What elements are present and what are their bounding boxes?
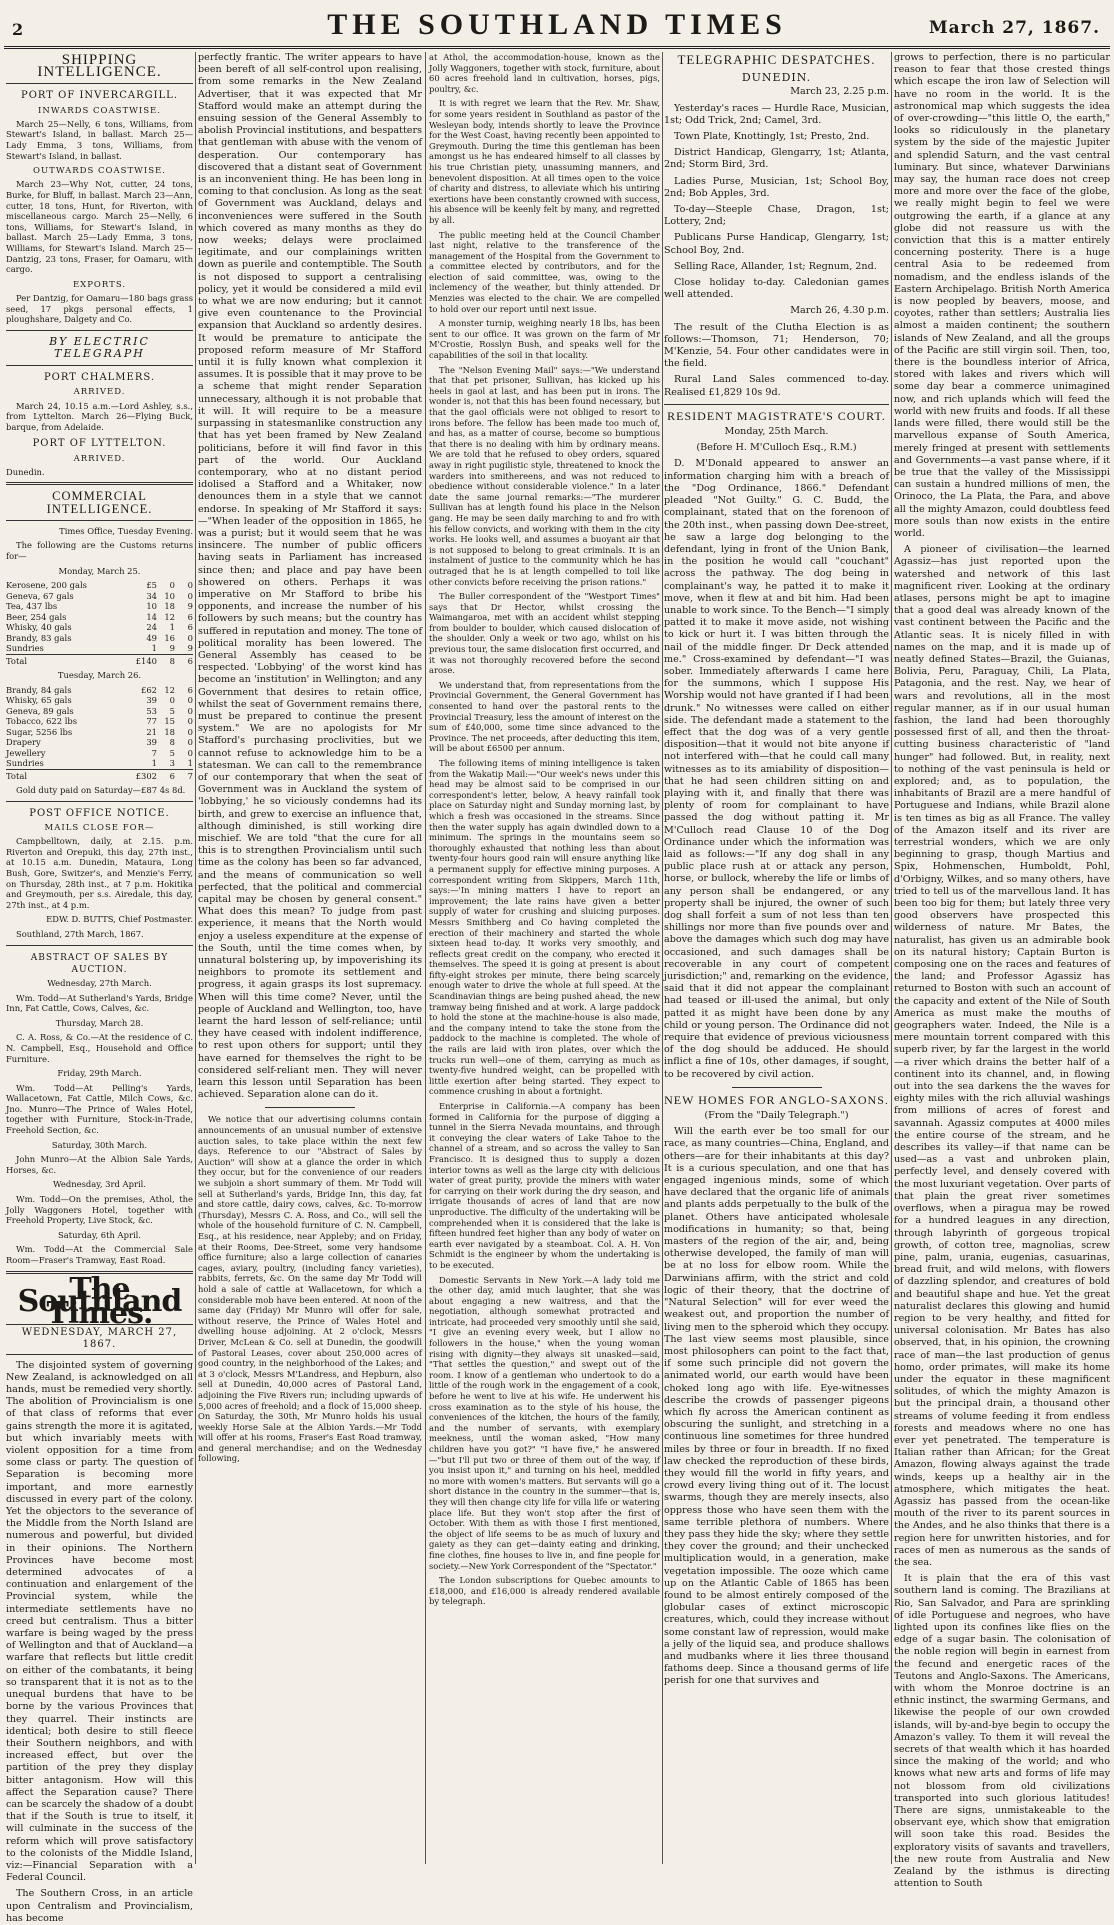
abstract-day: Saturday, 6th April. <box>58 1229 141 1240</box>
race-result: Publicans Purse Handicap, Glengarry, 1st; School Boy, 2nd. <box>664 232 889 256</box>
abstract-entry: Wm. Todd—At Sutherland's Yards, Bridge Inn, Fat Cattle, Cows, Calves, &c. <box>6 992 193 1014</box>
customs-row <box>6 737 193 748</box>
nameplate: The Southland Times. <box>17 1271 182 1331</box>
shipping-heading: SHIPPING INTELLIGENCE. <box>37 52 162 81</box>
post-date: Southland, 27th March, 1867. <box>16 928 144 939</box>
customs-item: Sundries <box>6 758 44 769</box>
customs-pence: 6 <box>187 684 193 695</box>
customs-shillings: 12 <box>164 611 175 622</box>
customs-item: Geneva, 67 gals <box>6 590 74 601</box>
customs-shillings: 18 <box>164 726 175 737</box>
customs-shillings: 8 <box>157 654 175 666</box>
customs-item: Tea, 437 lbs <box>6 601 58 612</box>
customs-row <box>6 758 193 769</box>
customs-shillings: 8 <box>169 737 175 748</box>
customs-shillings: 5 <box>169 705 175 716</box>
race-result: Ladies Purse, Musician, 1st; School Boy, 2nd; Bob Apples, 3rd. <box>664 175 889 199</box>
column-1 <box>6 52 193 1924</box>
customs-item: Total <box>6 654 136 666</box>
subheading: ARRIVED. <box>73 387 126 398</box>
customs-table-monday <box>6 580 193 666</box>
customs-item: Geneva, 89 gals <box>6 705 74 716</box>
election-result: The result of the Clutha Election is as follows:—Thomson, 71; Henderson, 70; M'Kenzie, 54. Four other candidates were in the field. <box>664 321 889 370</box>
customs-item: Kerosene, 200 gals <box>6 580 87 591</box>
race-result: Yesterday's races — Hurdle Race, Musician, 1st; Odd Trick, 2nd; Camel, 3rd. <box>664 102 889 126</box>
customs-pounds: 1 <box>151 758 157 769</box>
customs-pounds: 53 <box>146 705 157 716</box>
divider <box>664 404 889 405</box>
customs-row <box>6 643 193 654</box>
customs-pence: 9 <box>187 601 193 612</box>
customs-item: Beer, 254 gals <box>6 611 67 622</box>
customs-pence: 0 <box>187 726 193 737</box>
land-sales: Rural Land Sales commenced to-day. Realised £1,829 10s 9d. <box>664 374 889 398</box>
divider <box>6 83 193 84</box>
customs-shillings: 1 <box>169 622 175 633</box>
customs-pence: 1 <box>187 758 193 769</box>
telegraphic-heading: TELEGRAPHIC DESPATCHES. <box>677 52 876 67</box>
divider <box>6 482 193 485</box>
subheading: ARRIVED. <box>73 453 126 464</box>
post-text: Campbelltown, daily, at 2.15. p.m. Riverton and Orepuki, this day, 27th inst., at 10.15 a.m. Dunedin, Mataura, Long Bush, Gore, Switzer's, and Menzie's Ferry, on Thursday, 28th inst., at 7 p.m. Hokitika and Greymouth, per s.s. Airedale, this day, 27th inst., at 4 p.m. <box>6 836 193 910</box>
customs-item: Sundries <box>6 643 44 654</box>
customs-row <box>6 716 193 727</box>
article-paragraph: The London subscriptions for Quebec amounts to £18,000, and £16,000 is already rendered available by telegraph. <box>429 1575 660 1607</box>
customs-pounds: £62 <box>141 684 157 695</box>
customs-pence: 0 <box>187 716 193 727</box>
customs-item: Total <box>6 769 136 781</box>
customs-row <box>6 591 193 602</box>
telegraph-flag: BY ELECTRIC TELEGRAPH <box>49 334 150 360</box>
abstract-entry: Wm. Todd—At the Commercial Sale Room—Fraser's Tramway, East Road. <box>6 1244 193 1265</box>
customs-shillings: 0 <box>169 695 175 706</box>
column-rule <box>662 52 663 1864</box>
customs-row <box>6 748 193 759</box>
divider <box>6 945 193 946</box>
abstract-entry: Wm. Todd—On the premises, Athol, the Jolly Waggoners Hotel, together with Freehold Property, Live Stock, &c. <box>6 1194 193 1226</box>
article-paragraph: It is with regret we learn that the Rev. Mr. Shaw, for some years resident in Southland as pastor of the Wesleyan body, intends shortly to leave the Province for the West Coast, having recently been appointed to Greymouth. During the time this gentleman has been amongst us he has endeared himself to all classes by his true Christian piety, unassuming manners, and benevolent disposition. At all times open to the voice of charity and distress, to alleviate which his untiring exertions have been constantly crowned with success, his absence will be keenly felt by many, and regretted by all. <box>429 98 660 225</box>
column-rule <box>891 52 892 1864</box>
article-paragraph: Enterprise in California.—A company has been formed in California for the purpose of digging a tunnel in the Sierra Nevada mountains, and through it conveying the clear waters of Lake Tahoe to the channel of a stream, and so across the valley to San Francisco. It is designed thus to supply a dozen interior towns as well as the large city with delicious water of great purity, provide the miners with water for carrying on their work during the dry season, and irrigate thousands of acres of land that are now unproductive. The difficulty of the undertaking will be comprehended when it is considered that the lake is fifteen hundred feet higher than any body of water on earth ever navigated by a steamboat. Col. A. H. Von Schmidt is the engineer by whom the undertaking is to be executed. <box>429 1101 660 1270</box>
masthead <box>4 6 1110 49</box>
abstract-list <box>6 978 193 1266</box>
customs-item: Tobacco, 622 lbs <box>6 716 78 727</box>
customs-shillings: 3 <box>169 758 175 769</box>
abstract-entry: John Munro—At the Albion Sale Yards, Horses, &c. <box>6 1154 193 1175</box>
divider <box>6 330 193 331</box>
issue-date: WEDNESDAY, MARCH 27, 1867. <box>6 1324 193 1354</box>
abstract-day: Thursday, March 28. <box>55 1017 144 1028</box>
customs-item: Whisky, 40 gals <box>6 622 72 633</box>
court-bench: (Before H. M'Culloch Esq., R.M.) <box>696 442 857 454</box>
customs-pounds: 10 <box>146 601 157 612</box>
dateline: March 23, 2.25 p.m. <box>790 86 889 98</box>
customs-pounds: 77 <box>146 716 157 727</box>
article-paragraph: The "Nelson Evening Mail" says:—"We understand that that pet prisoner, Sullivan, has kicked up his heels in gaol at last, and has been put in irons. The wonder is, not that this has been found necessary, but that the gaol officials were not obliged to resort to irons before. The fellow has been made too much of, and has, as a matter of course, become so bumptious that there is no dealing with him by ordinary means. We are told that he refused to obey orders, squared away in right pugilistic style, threatened to knock the warders into smithereens, and was not reduced to obedience without considerable violence." In a later date the same journal remarks:—"The murderer Sullivan has at length found his place in the Nelson gang. He may be seen daily marching to and fro with his fellow convicts, and working with them in the city works. He looks well, and assumes a buoyant air that is not supposed to belong to great criminals. It is an instalment of justice to the community which he has outraged that he is at length compelled to toil like other convicts before receiving the prison rations." <box>429 364 660 587</box>
article-paragraph: The Buller correspondent of the "Westport Times" says that Dr Hector, whilst crossing the Waimangaroa, met with an accident whilst stepping from boulder to boulder, which caused dislocation of the shoulder. Only a week or two ago, whilst on his previous tour, the same dislocation first occurred, and it was not thoroughly recovered before the second arose. <box>429 591 660 676</box>
divider <box>6 365 193 366</box>
customs-shillings: 18 <box>164 601 175 612</box>
customs-shillings: 12 <box>164 684 175 695</box>
customs-pence: 0 <box>187 737 193 748</box>
race-results <box>664 103 889 302</box>
court-date: Monday, 25th March. <box>724 426 829 438</box>
race-result: Selling Race, Allander, 1st; Regnum, 2nd. <box>674 260 877 272</box>
customs-row <box>6 633 193 644</box>
race-result: District Handicap, Glengarry, 1st; Atlanta, 2nd; Storm Bird, 3rd. <box>664 147 889 171</box>
article-paragraph: The following items of mining intelligence is taken from the Wakatip Mail:—"Our week's news under this head may be almost said to be comprised in our correspondent's letter, below, A heavy rainfall took place on Saturday night and Sunday morning last, by which a fresh was occasioned in the streams. Since then the water supply has again dwindled down to a minimum. The springs in the mountains seem so thoroughly exhausted that nothing less than about twenty-four hours good rain will ensure anything like a permanent supply for effective mining purposes. A correspondent writing from Skippers, March 11th, says:—'In mining matters I have to report an improvement; the late rains have given a better supply of water for crushing and sluicing purposes. Messrs Smithberg and Co having completed the erection of their machinery and started the whole sixteen head to-day. It works very smoothly, and reflects great credit on the company, who erected it themselves. The speed it is going at present is about fifty-eight strokes per minute, there being scarcely enough water to drive the whole at full speed. At the Scandinavian things are being pushed ahead, the new tramway being finished and at work. A large paddock to hold the stone at the machine-house is also made, and the company intend to take the stone from the paddock to the machine is completed. The whole of the rails are laid with iron plates, over which the trucks run well—one of them, carrying as much as twenty-five hundred weight, can be propelled with little exertion after being started. They expect to commence crushing in about a fortnight. <box>429 758 660 1097</box>
race-result: Close holiday to-day. Caledonian games well attended. <box>664 277 889 301</box>
customs-item: Brandy, 84 gals <box>6 684 72 695</box>
office-line: Times Office, Tuesday Evening. <box>59 525 193 536</box>
customs-shillings: 9 <box>169 643 175 654</box>
customs-pounds: £5 <box>146 580 157 591</box>
customs-row <box>6 580 193 591</box>
subheading: EXPORTS. <box>72 279 127 290</box>
article-paragraph: Domestic Servants in New York.—A lady told me the other day, amid much laughter, that she was about engaging a new waitress, and that the negotiation, although somewhat protracted and intricate, had proceeded very smoothly until she said, "I give an evening every week, but I allow no followers in the house," when the young woman rising with dignity—they always sit unasked—said, "That settles the question," and swept out of the room. I know of a gentleman who undertook to do a little of the rough work in the engagement of a cook, before he went to live at his wife. He underwent his cross examination as to the style of his house, the conveniences of the kitchen, the hours of the family, and the number of servants, with exemplary meekness, until the woman asked, "How many children have you got?" "I have five," he answered—"but I'll put two or three of them out of the way, if you insist upon it," and turning on his heel, meddled no more with women's matters. But servants will go a short distance in the country in the summer—that is, they will then change city life for villa life or watering place life. But they won't stop after the first of October. With them as with those I first mentioned, the object of life seems to be as much of luxury and gaiety as they can get—dainty eating and drinking, fine clothes, fine houses to live in, and fine people for society.—New York Correspondent of the "Spectator." <box>429 1274 660 1571</box>
divider <box>732 1087 822 1088</box>
customs-day: Monday, March 25. <box>58 565 141 576</box>
customs-pence: 6 <box>187 611 193 622</box>
customs-shillings: 0 <box>169 580 175 591</box>
customs-item: Whisky, 65 gals <box>6 695 72 706</box>
customs-shillings: 6 <box>157 769 175 781</box>
customs-pence: 9 <box>187 643 193 654</box>
subheading: OUTWARDS COASTWISE. <box>33 166 166 177</box>
port-heading: PORT OF INVERCARGILL. <box>21 90 178 102</box>
column-rule <box>195 52 196 1864</box>
leader-paragraph: The Southern Cross, in an article upon Centralism and Provincialism, has become <box>6 1888 193 1924</box>
customs-pence: 6 <box>187 622 193 633</box>
customs-pence: 0 <box>187 580 193 591</box>
abstract-entry: C. A. Ross, & Co.—At the residence of C. N. Campbell, Esq., Household and Office Furniture. <box>6 1032 193 1064</box>
column-rule <box>425 52 426 1864</box>
divider <box>6 520 193 521</box>
divider <box>265 1107 355 1108</box>
paper-title: THE SOUTHLAND TIMES <box>327 8 787 41</box>
customs-pounds: 7 <box>151 747 157 758</box>
abstract-heading: ABSTRACT OF SALES BY AUCTION. <box>30 952 169 975</box>
post-signature: EDW. D. BUTTS, Chief Postmaster. <box>46 914 193 925</box>
customs-pounds: £302 <box>135 770 157 781</box>
article-paragraph: Will the earth ever be too small for our race, as many countries—China, England, and others—are for their inhabitants at this day? It is a curious speculation, and one that has engaged ingenious minds, some of which have declared that the organic life of animals and plants adds perpetually to the bulk of the planet. Others have anticipated wholesale modifications in humanity; so that, being masters of the region of the air, and, being otherwise developed, the family of man will be at no loss for elbow room. While the Darwinians affirm, with the strict and cold logic of their theory, that the doctrine of "Natural Selection" will for ever weed the weakest out, and proportion the number of living men to the spheroid which they occupy. The last view seems most plausible, since most philosophers can point to the fact that, if some such principle did not govern the animated world, our earth would have been choked long ago with life. Eye-witnesses describe the crowds of passenger pigeons which fly across the American continent as obscuring the sunlight, and stretching in a continuous line sometimes for three hundred miles by three or four in breadth. If no fixed law checked the reproduction of these birds, they would fill the world in fifty years, and crowd every living thing out of it. The locust swarms, though they are merely insects, also oppress those who have seen them with the same terrible plethora of numbers. Where they pass they hide the sky; where they settle they cover the ground; and their unchecked multiplication would, in a generation, make vegetation impossible. The ooze which came up on the Atlantic Cable of 1865 has been found to be almost entirely composed of the globular cases of extinct microscopic creatures, which, could they increase without some constant law of repression, would make a jelly of the liquid sea, and produce shallows and mudbanks where it lies three thousand fathoms deep. Since a thousand germs of life perish for one that survives and <box>664 1126 889 1687</box>
customs-pounds: 14 <box>146 611 157 622</box>
customs-item: Drapery <box>6 737 41 748</box>
abstract-day: Wednesday, 27th March. <box>47 977 152 988</box>
post-heading: POST OFFICE NOTICE. <box>29 807 170 819</box>
commercial-heading: COMMERCIAL INTELLIGENCE. <box>46 489 153 516</box>
customs-row <box>6 727 193 738</box>
shipping-text: March 23—Why Not, cutter, 24 tons, Burke, for Bluff, in ballast. March 23—Ann, cutter, 18 tons, Hunt, for Riverton, with miscellaneous cargo. March 25—Nelly, 6 tons, Williams, for Stewart's Island, in ballast. March 25—Lady Emma, 3 tons, Williams, for Stewart's Island. March 25—Dantzig, 23 tons, Fraser, for Oamaru, with cargo. <box>6 179 193 275</box>
article-paragraph: The public meeting held at the Council Chamber last night, relative to the transference of the management of the Hospital from the Government to a committee elected by contributors, and for the election of said committee, was, owing to the inclemency of the weather, but thinly attended. Dr Menzies was elected to the chair. We are compelled to hold over our report until next issue. <box>429 229 660 314</box>
abstract-day: Friday, 29th March. <box>57 1068 142 1079</box>
customs-pounds: 39 <box>146 737 157 748</box>
column-2 <box>198 52 422 1864</box>
subheading: MAILS CLOSE FOR— <box>44 822 155 833</box>
customs-shillings: 10 <box>164 590 175 601</box>
court-heading: RESIDENT MAGISTRATE'S COURT. <box>667 408 886 423</box>
customs-pence: 6 <box>175 654 193 666</box>
port-heading: PORT CHALMERS. <box>43 372 156 384</box>
customs-row <box>6 706 193 717</box>
article-paragraph: It is plain that the era of this vast southern land is coming. The Brazilians at Rio, San Salvador, and Para are sprinkling of idle Portuguese and negroes, who have lighted upon its confines like flies on the edge of a sugar basin. The colonisation of the noble region will begin in earnest from the fecund and energetic races of the Teutons and Anglo-Saxons. The Americans, with whom the Monroe doctrine is an ethnic instinct, the swarming Germans, and likewise the people of our own crowded islands, will by-and-bye begin to occupy the Amazon's valley. To them it will reveal the secrets of that wealth which it has hoarded since the making of the world; and who knows what new arts and forms of life may not blossom from old civilizations transported into such glorious latitudes! There are signs, unmistakeable to the observant eye, which show that emigration will soon take this road. Besides the exploratory visits of savants and travellers, the new route from Australia and New Zealand by the isthmus is directing attention to South <box>894 1573 1110 1890</box>
shipping-text: March 24, 10.15 a.m.—Lord Ashley, s.s., from Lyttelton. March 26—Flying Buck, barque, from Adelaide. <box>6 400 193 432</box>
customs-row <box>6 612 193 623</box>
abstract-day: Wednesday, 3rd April. <box>53 1179 146 1190</box>
page-number: 2 <box>12 20 24 39</box>
article-paragraph: at Athol, the accommodation-house, known as the Jolly Waggoners, together with stock, furniture, about 60 acres freehold land in cultivation, horses, pigs, poultry, &c. <box>429 52 660 94</box>
article-paragraph: perfectly frantic. The writer appears to have been bereft of all self-control upon realising, from some remarks in the New Zealand Advertiser, that it was expected that Mr Stafford would make an attempt during the ensuing session of the General Assembly to abolish Provincial institutions, and bespatters that gentleman with abuse with the venom of desperation. Our contemporary has discovered that a distant seat of Government is an inconvenient thing. He has been long in coming to that conclusion. As long as the seat of Government was Auckland, delays and inconveniences were suffered in the South which covered as many months as they do now weeks; delays were proclaimed legitimate, and our complainings written down as puerile and contemptible. The South is not disposed to support a centralising policy, yet it would be considered a mild evil to what we are now enduring; but it cannot give even countenance to the Provincial expansion that Auckland so ardently desires. It would be premature to anticipate the proposed reform measure of Mr Stafford until it is fully known what complexion it assumes. It is possible that it may prove to be a scheme that might render Separation unnecessary, although it is not probable that it will. It will require to be a measure surpassing in statesmanlike construction any that has yet been framed by New Zealand politicians, before it will find favor in this part of the world. Our Auckland contemporary, who at no distant period idolised a Stafford and a Whitaker, now denounces them in a style that we cannot endorse. In speaking of Mr Stafford it says:—"When leader of the opposition in 1865, he was a purist; but it would seem that he was insincere. The number of public officers having seats in Parliament has increased since then; and place and pay have been showered on others. Perhaps it was imperative on Mr Stafford to bribe his opponents, and increase the number of his followers by such means; but the country has suffered in reputation and money. The tone of political morality has been lowered. The General Assembly has ceased to be respected. 'Lobbying' of the worst kind has become an 'institution' in Wellington; and any Government that desires to retain office, whilst the seat of Government remains there, must be prepared to continue the present system." We are no apologists for Mr Stafford's purchasing proclivities, but we cannot refuse to acknowledge him to be a statesman. We can call to the remembrance of our contemporary that when the seat of Government was in Auckland the system of 'lobbying,' he so viciously condemns had its birth, and grew to exercise an influence that, although diminished, is still working dire mischief. We are told "that the cure for all this is to strengthen Provincialism until such time as the colony has been so far advanced, and the means of communication so well perfected, that the political and commercial capital may be chosen by general consent." What does this mean? To judge from past experience, it means that the North would enjoy a useless expenditure at the expense of the South, until the time comes when, by unnatural bolstering up, by impoverishing its neighbors to promote its settlement and progress, it again grasps its lost supremacy. When will this time come? Never, until the people of Auckland and Wellington, too, have learnt the hard lesson of self-reliance; until they have ceased with indolent indifference, to rest upon others for support; until they have earned for themselves the right to be considered self-reliant men. They will never learn this lesson until Separation has been achieved. Separation alone can do it. <box>198 52 422 1101</box>
customs-shillings: 5 <box>169 747 175 758</box>
customs-row <box>6 622 193 633</box>
divider <box>6 801 193 802</box>
customs-item: Jewellery <box>6 747 46 758</box>
customs-pence: 0 <box>187 747 193 758</box>
customs-pounds: 49 <box>146 632 157 643</box>
column-3 <box>429 52 660 1864</box>
customs-total-row <box>6 654 193 666</box>
customs-pence: 7 <box>175 769 193 781</box>
article-paragraph: A monster turnip, weighing nearly 18 lbs, has been sent to our office. It was grown on the farm of Mr M'Crostie, Rosslyn Bush, and speaks well for the capabilities of the soil in that locality. <box>429 318 660 361</box>
masthead-date: March 27, 1867. <box>928 18 1100 38</box>
homes-heading: NEW HOMES FOR ANGLO-SAXONS. <box>664 1092 889 1107</box>
customs-pounds: £140 <box>135 655 157 666</box>
customs-pounds: 34 <box>146 590 157 601</box>
homes-source: (From the "Daily Telegraph.") <box>704 1110 849 1122</box>
subheading: INWARDS COASTWISE. <box>38 105 161 116</box>
column-4 <box>664 52 889 1864</box>
customs-pence: 0 <box>187 705 193 716</box>
customs-total-row <box>6 769 193 781</box>
customs-day: Tuesday, March 26. <box>57 670 142 681</box>
customs-row <box>6 601 193 612</box>
customs-pounds: 1 <box>151 643 157 654</box>
shipping-text: March 25—Nelly, 6 tons, Williams, from Stewart's Island, in ballast. March 25—Lady Emma, 3 tons, Williams, from Stewart's Island, in ballast. <box>6 118 193 161</box>
customs-item: Sugar, 5256 lbs <box>6 726 73 737</box>
column-5 <box>894 52 1110 1890</box>
customs-row <box>6 695 193 706</box>
customs-shillings: 16 <box>164 632 175 643</box>
customs-pounds: 24 <box>146 622 157 633</box>
race-result: Town Plate, Knottingly, 1st; Presto, 2nd. <box>674 131 870 143</box>
customs-shillings: 15 <box>164 716 175 727</box>
customs-pounds: 21 <box>146 726 157 737</box>
customs-pounds: 39 <box>146 695 157 706</box>
abstract-entry: Wm. Todd—At Pelling's Yards, Wallacetown, Fat Cattle, Milch Cows, &c. Jno. Munro—The Prince of Wales Hotel, together with Furniture, Stock-in-Trade, Freehold Section, &c. <box>6 1082 193 1136</box>
customs-pence: 0 <box>187 695 193 706</box>
customs-row <box>6 685 193 696</box>
customs-item: Brandy, 83 gals <box>6 632 72 643</box>
shipping-text: Dunedin. <box>6 466 45 477</box>
customs-intro: The following are the Customs returns for— <box>6 540 193 561</box>
race-result: To-day—Steeple Chase, Dragon, 1st; Lottery, 2nd; <box>664 204 889 228</box>
city-heading: DUNEDIN. <box>741 71 812 85</box>
article-paragraph: We notice that our advertising columns contain announcements of an unusual number of extensive auction sales, to take place within the next few days. Reference to our "Abstract of Sales by Auction" will show at a glance the order in which they occur, but for the convenience of our readers we subjoin a short summary of them. Mr Todd will sell at Sutherland's yards, Bridge Inn, this day, fat and store cattle, dairy cows, calves, &c. To-morrow (Thursday), Messrs C. A. Ross, and Co., will sell the whole of the household furniture of C. N. Campbell, Esq., at his residence, near Appleby; and on Friday, at their Rooms, Dee-Street, some very handsome office furniture; also a large collection of canaries cages, aviary, poultry, (including fancy varieties), rabbits, ferrets, &c. On the same day Mr Todd will hold a sale of cattle at Wallacetown, for which a considerable mob have been entered. At noon of the same day (Friday) Mr Munro will offer for sale, without reserve, the Prince of Wales Hotel and dwelling house adjoining. At 2 o'clock, Messrs Driver, McLean & Co. sell at Dunedin, the goodwill of Pastoral Leases, cover about 250,000 acres of good country, in the neighborhood of the Lakes; and at 3 o'clock, Messrs M'Landress, and Hepburn, also sell at Dunedin, 40,000 acres of Pastoral Land, adjoining the Five Rivers run; including upwards of 5,000 acres of freehold; and a flock of 15,000 sheep. On Saturday, the 30th, Mr Munro holds his usual weekly Horse Sale at the Albion Yards.—Mr Todd will offer at his rooms, Fraser's East Road tramway, and general merchandise; and on the Wednesday following, <box>198 1114 422 1464</box>
customs-pence: 0 <box>187 590 193 601</box>
dateline: March 26, 4.30 p.m. <box>790 305 889 317</box>
customs-pence: 0 <box>187 632 193 643</box>
customs-table-tuesday <box>6 685 193 782</box>
abstract-day: Saturday, 30th March. <box>51 1139 148 1150</box>
gold-duty: Gold duty paid on Saturday—£87 4s 8d. <box>16 785 186 796</box>
port-heading: PORT OF LYTTELTON. <box>32 438 167 450</box>
article-paragraph: A pioneer of civilisation—the learned Agassiz—has just reported upon the watershed and network of this last magnificent river. Looking at the ordinary atlases, persons might be apt to imagine that a good deal was already known of the vast continent between the Pacific and the Atlantic seas. It is nicely filled in with names on the map, and it is made up of neatly defined States—Brazil, the Guianas, Bolivia, Peru, Paraguay, Chili, La Plata, Patagonia, and the rest. Nay, we hear of wars and revolutions, all in the most regular manner, as if in our usual human fashion, the land had been thoroughly possessed first of all, and then the throat-cutting business characteristic of "land hunger" had followed. But, in reality, next to nothing of the vast peninsula is held or explored; and, as to population, the inhabitants of Brazil are a mere handful of Portuguese and Indians, while Brazil alone is ten times as big as all France. The valley of the Amazon itself and its river are terrestrial wonders, which we are only beginning to grasp, though Martius and Spix, Hohmenschen, Humboldt, Pohl, d'Orbigny, Wilkes, and so many others, have tried to tell us of the marvellous land. It has been too big for them; but lately three very good observers have prospected this wilderness of nature. Mr Bates, the naturalist, has given us an admirable book on its natural history; Captain Burton is composing one on the races and features of the land; and Professor Agassiz has returned to Boston with such an account of the capacity and extent of the Nile of South America as must make the mouths of geographers water. Indeed, the Nile is a mere mountain torrent compared with this superb river, by far the largest in the world—a river which drains the better half of a continent into its channel, and, in flowing out into the sea darkens the the waves for eighty miles with the rich alluvial washings from millions of acres of forest and savannah. Agassiz computes at 4000 miles the entire course of the stream, and he describes its valley—if that name can be used—as a vast and unbroken plain, perfectly level, and densely covered with the most luxuriant vegetation. Over parts of that plain the great river sometimes overflows, when a piragua may be rowed for a hundred leagues in any direction, through labyrinth of gorgeous tropical growth, of cotton tree, magnolias, screw pine, palm, urania, eugenias, casuarinas, bread fruit, and wild melons, with flowers of dazzling splendor, and creatures of bold and beautiful shape and hue. Yet the great naturalist declares this glowing and humid region to be very healthy, and fitted for universal colonisation. Mr Bates has also observed, that, in his opinion, the crowning race of man—the last production of genus homo, order primates, will make its home under the equator in these magnificent solitudes, of which the mighty Amazon is but the principal drain, a thousand other streams of volume feeding it from endless forests and meadows where no one has ever yet penetrated. The temperature is Italian rather than African; for the Great Amazon, flowing always against the trade winds, keeps up a healthy air in the atmosphere, which mitigates the heat. Agassiz has passed from the ocean-like mouth of the river to its parent sources in the Andes, and he also thinks that there is a region here for unwritten histories, and for races of men as numerous as the sands of the sea. <box>894 544 1110 1568</box>
article-paragraph: We understand that, from representations from the Provincial Government, the General Government has consented to hand over the pastoral rents to the Provincial Treasury, less the amount of interest on the sum of £40,000, some time since advanced to the Province. The net proceeds, after deducting this item, will be about £6500 per annum. <box>429 679 660 754</box>
article-paragraph: grows to perfection, there is no particular reason to fear that those crested things which escape the iron law of Selection will have no room in the world. It is the astronomical map which suggests the idea of over-crowding—"this little O, the earth," looks so ridiculously in the planetary system by the side of the majestic Jupiter and splendid Saturn, and the vast central luminary. But since, whatever Darwinians may say, the human race does not creep more and more over the face of the globe, we really might begin to feel we were outgrowing the earth, if a glance at any globe did not reassure us with the conviction that this is a matter entirely concerning posterity. There is a huge central Asia to be redeemed from nomadism, and the endless islands of the Eastern Archipelago. British North America is now peopled by beavers, moose, and coyotes, rather than settlers; Australia lies almost a maiden continent; the southern islands of New Zealand, and all the groups of the Pacific are still virgin soil. Then, too, there is the boundless interior of Africa, stored with lakes and rivers which will some day bear a commerce unimagined now, and rich uplands which will feed the world with new fruits and foods. If all these lands were filled, there would still be the marvellous expanse of South America, merely fringed at present with settlements and Governments—a vast panse where, if it be true that the valley of the Mississippi can sustain a hundred millions of men, the Orinoco, the La Plata, the Para, and above all the mighty Amazon, could doubtless feed more souls than now exists in the entire world. <box>894 52 1110 539</box>
shipping-text: Per Dantzig, for Oamaru—180 bags grass seed, 17 pkgs personal effects, 1 ploughshare, Dalgety and Co. <box>6 292 193 325</box>
leader-paragraph: The disjointed system of governing New Zealand, is acknowledged on all hands, must be remedied very shortly. The abolition of Provincialism is one of that class of reforms that ever gains strength the more it is agitated, but which invariably meets with violent opposition for a time from some class or party. The question of Separation is becoming more important, and more earnestly discussed in every part of the colony. Yet the objectors to the severance of the Middle from the North Island are numerous and powerful, but divided in their opinions. The Northern Provinces have become most determined advocates of a continuation and enlargement of the Provincial system, while the intermediate settlements have no creed but centralism. Thus a bitter warfare is being waged by the press of Wellington and that of Auckland—a warfare that reflects but little credit on either of the combatants, it being so transparent that it is not as to the unequal burdens that have to be borne by the various Provinces that they quarrel. Their instincts are identical; both desire to still fleece their Southern neighbors, and with increased effect, but over the partition of the prey they display bitter antagonism. How will this affect the Separation cause? There can be scarcely the shadow of a doubt that if the South is true to itself, it will culminate in the success of the reform which will prove satisfactory to the colonists of the Middle Island, viz:—Financial Separation with a Federal Council. <box>6 1359 193 1884</box>
court-report: D. M'Donald appeared to answer an information charging him with a breach of the "Dog Ordinance, 1866." Defendant pleaded "Not Guilty." G. C. Budd, the complainant, stated that on the forenoon of the 20th inst., when passing down Dee-street, he saw a large dog belonging to the defendant, lying in front of the Union Bank, in the position he would call "couchant" across the pathway. The dog being in complainant's way, he patted it to make it move, when it flew at and bit him. Had been unable to work since. To the Bench—"I simply patted it to make it move aside, not wishing to kick or hurt it. I was bitten through the nail of the middle finger. Dr Deck attended me." Cross-examined by defendant—"I was sober. Immediately afterwards I came here for the summons, which I suppose His Worship would not have granted if I had been drunk." No witnesses were called on either side. The defendant made a statement to the effect that the dog was of a very gentle disposition—that it would not bite anyone if not interfered with—that he could call many witnesses as to its amiability of disposition—that he had seen children sitting on and playing with it, and finally that there was plenty of room for complainant to have passed the dog without patting it. Mr M'Culloch read Clause 10 of the Dog Ordinance under which the information was laid as follows:—"If any dog shall in any public place rush at or attack any person, horse, or bullock, whereby the life or limbs of any person shall be endangered, or any property shall be injured, the owner of such dog shall forfeit a sum of not less than ten shillings nor more than five pounds over and above the damages which such dog may have occasioned, and such damages shall be recoverable in any court of competent jurisdiction;" and, remarking on the evidence, said that it did not appear the complainant had teased or ill-used the animal, but only patted it as might have been done by any child or young person. The Ordinance did not require that evidence of previous viciousness of the dog should be adduced. He should inflict a fine of 10s, other damages, if sought, to be recovered by civil action. <box>664 458 889 1080</box>
